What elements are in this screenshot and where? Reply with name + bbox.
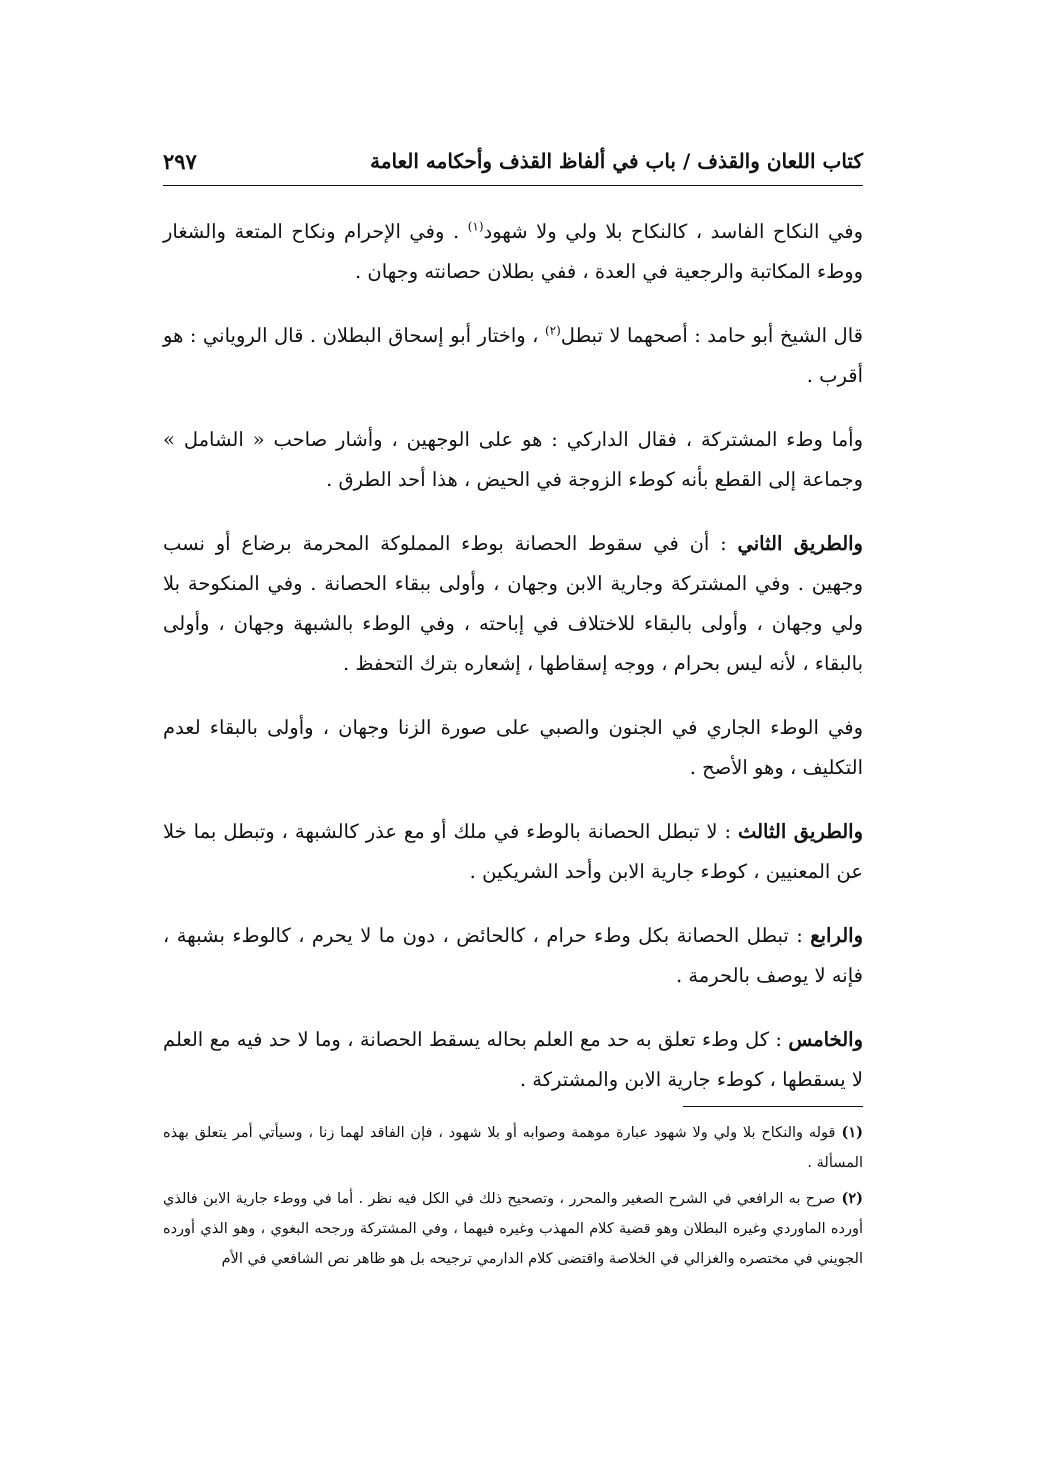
footnotes — [163, 1118, 863, 1280]
header-divider — [163, 185, 863, 186]
paragraph: وأما وطء المشتركة ، فقال الداركي : هو على الوجهين ، وأشار صاحب « الشامل » وجماعة إلى القطع بأنه كوطء الزوجة في الحيض ، هذا أحد الطرق . — [163, 428, 863, 491]
footnote: (١)قوله والنكاح بلا ولي ولا شهود عبارة موهمة وصوابه أو بلا شهود ، فإن الفاقد لهما زنا ، وسيأتي أمر يتعلق بهذه المسألة . — [163, 1124, 863, 1171]
footnote-number: (٢) — [841, 1190, 863, 1207]
paragraph: قال الشيخ أبو حامد : أصحهما لا تبطل$^{(٢)}$ ، واختار أبو إسحاق البطلان . قال الروياني : هو أقرب . — [163, 323, 863, 387]
paragraph: والرابع : تبطل الحصانة بكل وطء حرام ، كالحائض ، دون ما لا يحرم ، كالوطء بشبهة ، فإنه لا يوصف بالحرمة . — [163, 924, 863, 987]
footnote-ref: (١) — [467, 219, 484, 234]
footnote-divider — [683, 1106, 863, 1107]
page-number: ٢٩٧ — [163, 149, 197, 174]
paragraph: وفي النكاح الفاسد ، كالنكاح بلا ولي ولا شهود$^{(١)}$ . وفي الإحرام ونكاح المتعة والشغار ووطء المكاتبة والرجعية في العدة ، ففي بطلان حصانته وجهان . — [163, 219, 863, 283]
paragraph-lead: والطريق الثاني — [737, 532, 863, 555]
paragraph-lead: والرابع — [810, 924, 863, 947]
footnote-ref: (٢) — [544, 323, 561, 338]
paragraph-lead: والطريق الثالث — [737, 820, 863, 843]
footnote-number: (١) — [841, 1124, 863, 1141]
running-title: كتاب اللعان والقذف / باب في ألفاظ القذف وأحكامه العامة — [370, 149, 863, 173]
page-header — [163, 145, 863, 185]
paragraph: وفي الوطء الجاري في الجنون والصبي على صورة الزنا وجهان ، وأولى بالبقاء لعدم التكليف ، وهو الأصح . — [163, 716, 863, 779]
paragraph: والطريق الثاني : أن في سقوط الحصانة بوطء المملوكة المحرمة برضاع أو نسب وجهين . وفي المشتركة وجارية الابن وجهان ، وأولى ببقاء الحصانة . وفي المنكوحة بلا ولي وجهان ، وأولى بالبقاء للاختلاف في إباحته ، وفي الوطء بالشبهة وجهان ، وأولى بالبقاء ، لأنه ليس بحرام ، ووجه إسقاطها ، إشعاره بترك التحفظ . — [163, 532, 863, 675]
paragraph: والطريق الثالث : لا تبطل الحصانة بالوطء في ملك أو مع عذر كالشبهة ، وتبطل بما خلا عن المعنيين ، كوطء جارية الابن وأحد الشريكين . — [163, 820, 863, 883]
paragraph: والخامس : كل وطء تعلق به حد مع العلم بحاله يسقط الحصانة ، وما لا حد فيه مع العلم لا يسقطها ، كوطء جارية الابن والمشتركة . — [163, 1028, 863, 1091]
main-text — [163, 212, 863, 1124]
paragraph-lead: والخامس — [788, 1028, 863, 1051]
footnote: (٢)صرح به الرافعي في الشرح الصغير والمحرر ، وتصحيح ذلك في الكل فيه نظر . أما في ووطء جارية الابن فالذي أورده الماوردي وغيره البطلان وهو قضية كلام المهذب وغيره فيهما ، وفي المشتركة ورجحه البغوي ، وهو الذي أورده الجويني في مختصره والغزالي في الخلاصة واقتضى كلام الدارمي ترجيحه بل هو ظاهر نص الشافعي في الأم — [163, 1190, 863, 1267]
